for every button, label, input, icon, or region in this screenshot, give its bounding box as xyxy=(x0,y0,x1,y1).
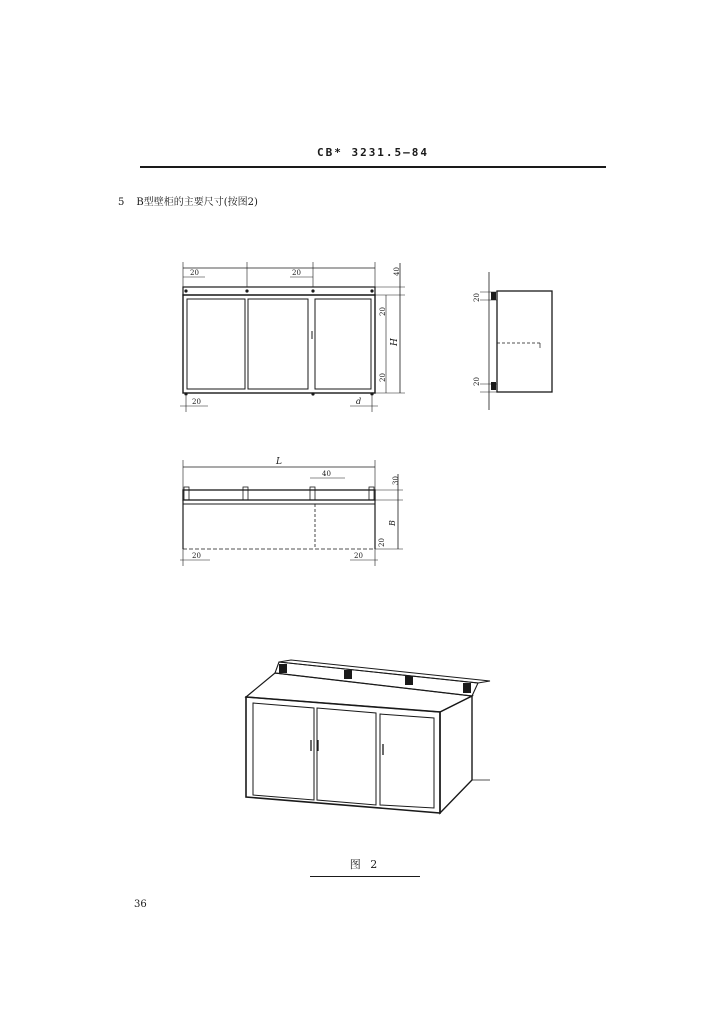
side-dim-2: 20 xyxy=(473,377,481,386)
front-door-1 xyxy=(187,299,245,389)
iso-front xyxy=(246,697,440,813)
isometric-view xyxy=(246,660,490,813)
plan-dim-top-40: 40 xyxy=(322,470,331,478)
front-lug xyxy=(311,392,314,395)
iso-lug xyxy=(463,683,471,693)
front-top-rail xyxy=(183,287,375,295)
front-dim-bottom-d: d xyxy=(356,397,362,406)
iso-door-1 xyxy=(253,703,314,800)
section-number: 5 xyxy=(118,197,125,208)
front-dim-right-3: 20 xyxy=(379,373,387,382)
plan-lug xyxy=(310,487,315,500)
front-door-3 xyxy=(315,299,371,389)
front-view xyxy=(180,262,405,412)
iso-lug xyxy=(344,670,352,679)
side-body xyxy=(497,291,552,392)
front-lug xyxy=(370,289,373,292)
front-lug xyxy=(245,289,248,292)
iso-side xyxy=(440,696,472,813)
iso-mount-rail xyxy=(275,662,478,696)
plan-lug xyxy=(369,487,374,500)
front-dim-right-1: 40 xyxy=(393,267,401,276)
plan-view xyxy=(180,457,403,566)
front-lug xyxy=(370,392,373,395)
iso-lug xyxy=(405,676,413,685)
side-dim-1: 20 xyxy=(473,293,481,302)
iso-door-3 xyxy=(380,714,434,808)
side-lug xyxy=(491,382,496,390)
side-view xyxy=(473,272,552,410)
plan-lug xyxy=(243,487,248,500)
front-lug xyxy=(184,289,187,292)
front-body xyxy=(183,295,375,393)
front-door-2 xyxy=(248,299,308,389)
plan-lug xyxy=(184,487,189,500)
iso-door-2 xyxy=(317,708,376,805)
plan-dim-right-30: 30 xyxy=(392,476,400,485)
standard-number-header: CB* 3231.5—84 xyxy=(316,146,430,159)
figure-caption: 图 2 xyxy=(349,858,381,871)
front-lug xyxy=(184,392,187,395)
front-lug xyxy=(311,289,314,292)
page-number: 36 xyxy=(134,899,147,910)
front-dim-right-h: H xyxy=(390,338,400,346)
iso-lug xyxy=(279,664,287,673)
plan-dim-bottom-2: 20 xyxy=(354,552,363,560)
section-text: B型壁柜的主要尺寸(按图2) xyxy=(136,197,258,208)
caption-rule xyxy=(310,876,420,877)
front-dim-top-2: 20 xyxy=(292,269,301,277)
plan-dim-right-b: B xyxy=(388,520,397,526)
front-dim-top-1: 20 xyxy=(190,269,199,277)
plan-dim-right-20: 20 xyxy=(378,538,386,547)
front-dim-bottom-1: 20 xyxy=(192,398,201,406)
plan-top-strip xyxy=(183,490,375,500)
front-dim-right-2: 20 xyxy=(379,307,387,316)
plan-dim-bottom-1: 20 xyxy=(192,552,201,560)
side-lug xyxy=(491,292,496,300)
plan-dim-top-l: L xyxy=(276,457,282,467)
